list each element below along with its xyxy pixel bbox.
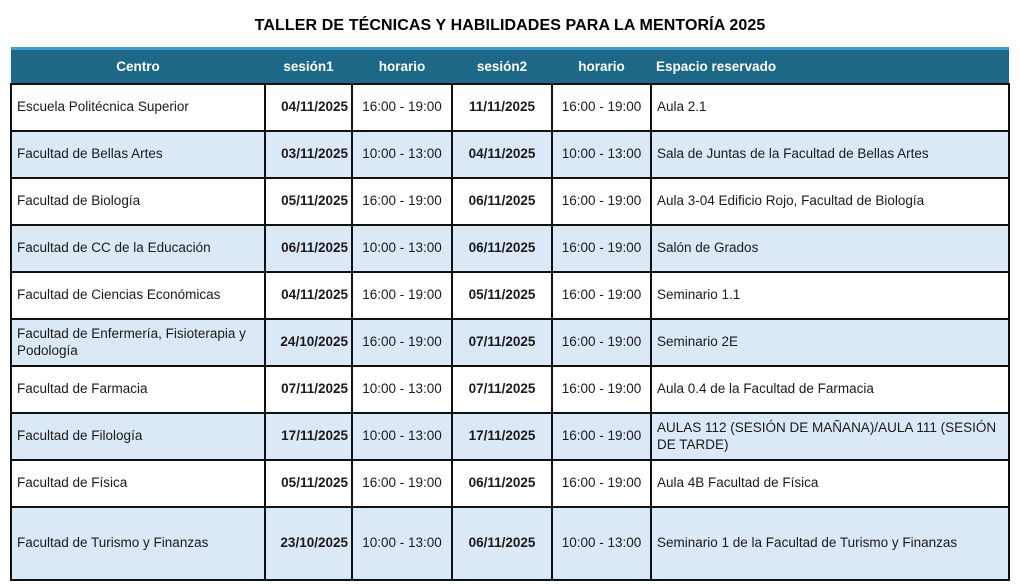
cell-sesion2: 06/11/2025 xyxy=(452,178,552,225)
cell-horario2: 16:00 - 19:00 xyxy=(552,225,651,272)
column-header-espacio: Espacio reservado xyxy=(651,49,1009,85)
cell-sesion1: 23/10/2025 xyxy=(265,507,352,580)
cell-sesion1: 17/11/2025 xyxy=(265,413,352,460)
cell-sesion1: 05/11/2025 xyxy=(265,178,352,225)
cell-centro: Facultad de Ciencias Económicas xyxy=(11,272,265,319)
cell-espacio: Sala de Juntas de la Facultad de Bellas Artes xyxy=(651,131,1009,178)
header-row xyxy=(11,49,1009,85)
cell-centro: Escuela Politécnica Superior xyxy=(11,84,265,131)
cell-centro: Facultad de Física xyxy=(11,460,265,507)
cell-horario1: 16:00 - 19:00 xyxy=(352,178,452,225)
page-title: TALLER DE TÉCNICAS Y HABILIDADES PARA LA MENTORÍA 2025 xyxy=(254,17,766,34)
cell-horario2: 16:00 - 19:00 xyxy=(552,413,651,460)
table-row xyxy=(11,272,1009,319)
cell-horario1: 10:00 - 13:00 xyxy=(352,225,452,272)
cell-sesion2: 06/11/2025 xyxy=(452,507,552,580)
cell-espacio: Seminario 1.1 xyxy=(651,272,1009,319)
cell-sesion2: 07/11/2025 xyxy=(452,366,552,413)
cell-espacio: Seminario 1 de la Facultad de Turismo y Finanzas xyxy=(651,507,1009,580)
cell-horario2: 16:00 - 19:00 xyxy=(552,272,651,319)
cell-centro: Facultad de Biología xyxy=(11,178,265,225)
table-row xyxy=(11,84,1009,131)
cell-horario2: 10:00 - 13:00 xyxy=(552,131,651,178)
cell-espacio: AULAS 112 (SESIÓN DE MAÑANA)/AULA 111 (SESIÓN DE TARDE) xyxy=(651,413,1009,460)
cell-centro: Facultad de Enfermería, Fisioterapia y Podología xyxy=(11,319,265,366)
cell-horario1: 16:00 - 19:00 xyxy=(352,319,452,366)
cell-espacio: Aula 2.1 xyxy=(651,84,1009,131)
table-row xyxy=(11,131,1009,178)
mentoring-schedule-table xyxy=(10,47,1010,581)
table-row xyxy=(11,366,1009,413)
cell-horario1: 16:00 - 19:00 xyxy=(352,84,452,131)
cell-horario1: 16:00 - 19:00 xyxy=(352,272,452,319)
cell-centro: Facultad de Bellas Artes xyxy=(11,131,265,178)
cell-sesion1: 04/11/2025 xyxy=(265,272,352,319)
table-row xyxy=(11,413,1009,460)
cell-horario1: 10:00 - 13:00 xyxy=(352,366,452,413)
cell-espacio: Aula 3-04 Edificio Rojo, Facultad de Biología xyxy=(651,178,1009,225)
cell-centro: Facultad de Farmacia xyxy=(11,366,265,413)
table-row xyxy=(11,319,1009,366)
cell-horario1: 10:00 - 13:00 xyxy=(352,413,452,460)
cell-horario2: 16:00 - 19:00 xyxy=(552,178,651,225)
cell-sesion2: 11/11/2025 xyxy=(452,84,552,131)
cell-horario2: 10:00 - 13:00 xyxy=(552,507,651,580)
cell-espacio: Salón de Grados xyxy=(651,225,1009,272)
cell-horario1: 10:00 - 13:00 xyxy=(352,507,452,580)
cell-horario2: 16:00 - 19:00 xyxy=(552,319,651,366)
cell-centro: Facultad de Turismo y Finanzas xyxy=(11,507,265,580)
cell-horario1: 10:00 - 13:00 xyxy=(352,131,452,178)
cell-horario2: 16:00 - 19:00 xyxy=(552,84,651,131)
cell-sesion1: 03/11/2025 xyxy=(265,131,352,178)
cell-espacio: Aula 0.4 de la Facultad de Farmacia xyxy=(651,366,1009,413)
cell-sesion1: 07/11/2025 xyxy=(265,366,352,413)
table-row xyxy=(11,460,1009,507)
cell-centro: Facultad de CC de la Educación xyxy=(11,225,265,272)
column-header-horario2: horario xyxy=(552,49,651,85)
cell-horario2: 16:00 - 19:00 xyxy=(552,366,651,413)
cell-espacio: Aula 4B Facultad de Física xyxy=(651,460,1009,507)
cell-horario2: 16:00 - 19:00 xyxy=(552,460,651,507)
cell-sesion2: 06/11/2025 xyxy=(452,460,552,507)
column-header-sesion1: sesión1 xyxy=(265,49,352,85)
cell-espacio: Seminario 2E xyxy=(651,319,1009,366)
cell-centro: Facultad de Filología xyxy=(11,413,265,460)
cell-sesion1: 24/10/2025 xyxy=(265,319,352,366)
column-header-centro: Centro xyxy=(11,49,265,85)
cell-sesion2: 17/11/2025 xyxy=(452,413,552,460)
cell-sesion2: 05/11/2025 xyxy=(452,272,552,319)
table-row xyxy=(11,178,1009,225)
cell-horario1: 16:00 - 19:00 xyxy=(352,460,452,507)
cell-sesion1: 04/11/2025 xyxy=(265,84,352,131)
cell-sesion1: 05/11/2025 xyxy=(265,460,352,507)
table-row xyxy=(11,507,1009,580)
cell-sesion2: 07/11/2025 xyxy=(452,319,552,366)
cell-sesion2: 04/11/2025 xyxy=(452,131,552,178)
column-header-sesion2: sesión2 xyxy=(452,49,552,85)
cell-sesion2: 06/11/2025 xyxy=(452,225,552,272)
cell-sesion1: 06/11/2025 xyxy=(265,225,352,272)
column-header-horario1: horario xyxy=(352,49,452,85)
table-row xyxy=(11,225,1009,272)
